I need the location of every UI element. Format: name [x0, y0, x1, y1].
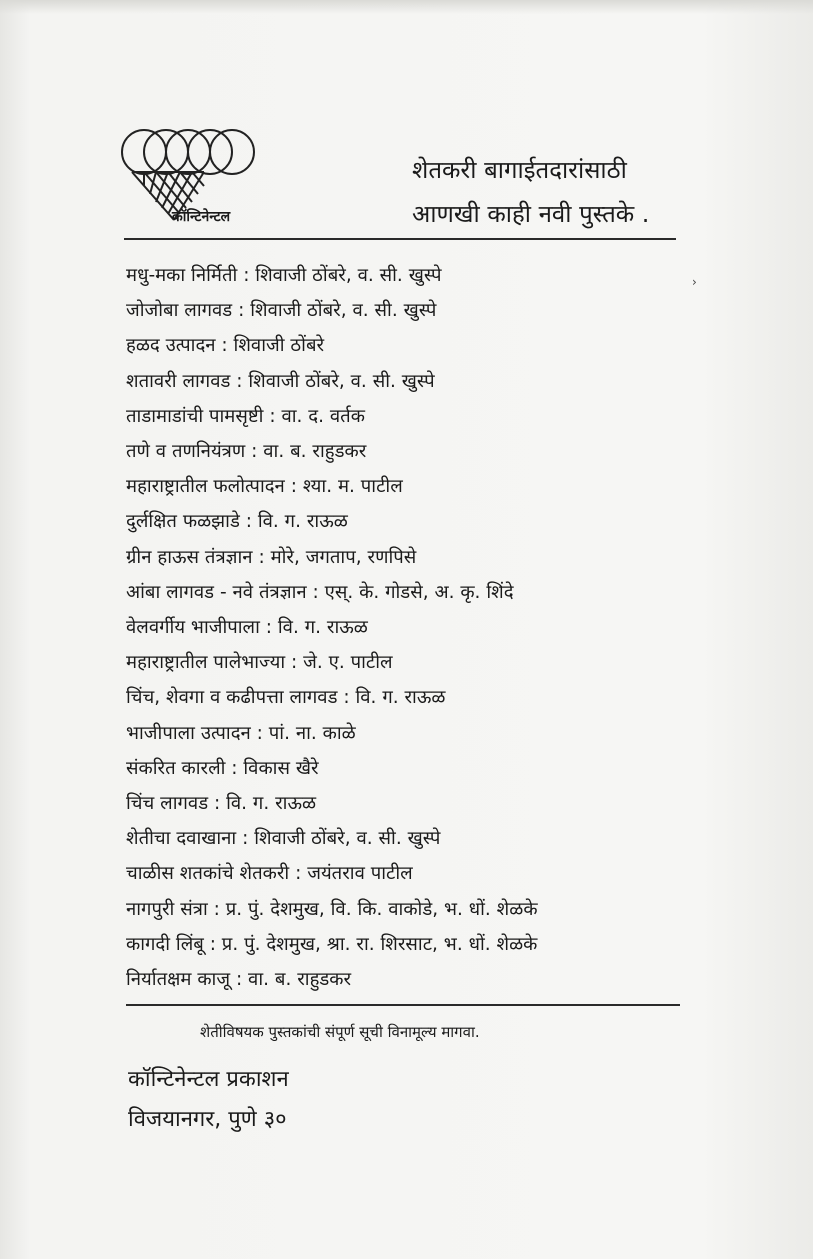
book-item: शेतीचा दवाखाना : शिवाजी ठोंबरे, व. सी. खुस्पे — [126, 828, 441, 850]
book-item: कागदी लिंबू : प्र. पुं. देशमुख, श्रा. रा. शिरसाट, भ. धों. शेळके — [126, 933, 538, 955]
book-item: ग्रीन हाऊस तंत्रज्ञान : मोरे, जगताप, रणपिसे — [126, 546, 417, 568]
divider-bottom — [126, 1004, 680, 1006]
book-item: निर्यातक्षम काजू : वा. ब. राहुडकर — [126, 969, 352, 991]
book-item: नागपुरी संत्रा : प्र. पुं. देशमुख, वि. कि. वाकोडे, भ. धों. शेळके — [126, 898, 538, 920]
book-item: ताडामाडांची पामसृष्टी : वा. द. वर्तक — [126, 405, 365, 427]
book-item: हळद उत्पादन : शिवाजी ठोंबरे — [126, 335, 325, 357]
logo-wordmark: कॉन्टिनेन्टल — [172, 209, 231, 225]
book-item: आंबा लागवड - नवे तंत्रज्ञान : एस्. के. गोडसे, अ. कृ. शिंदे — [126, 581, 514, 603]
book-item: चाळीस शतकांचे शेतकरी : जयंतराव पाटील — [126, 863, 413, 885]
book-item: चिंच लागवड : वि. ग. राऊळ — [126, 793, 317, 815]
book-item: दुर्लक्षित फळझाडे : वि. ग. राऊळ — [126, 511, 348, 533]
book-item: तणे व तणनियंत्रण : वा. ब. राहुडकर — [126, 441, 367, 463]
page-heading — [412, 148, 682, 236]
publisher-name: कॉन्टिनेन्टल प्रकाशन — [128, 1067, 289, 1092]
publisher-address: विजयानगर, पुणे ३० — [128, 1107, 287, 1132]
heading-line-2: आणखी काही नवी पुस्तके . — [412, 200, 650, 228]
heading-line-1: शेतकरी बागाईतदारांसाठी — [412, 156, 627, 184]
catalog-note: शेतीविषयक पुस्तकांची संपूर्ण सूची विनामूल्य मागवा. — [200, 1023, 480, 1041]
publisher-block — [128, 1060, 289, 1140]
book-item: संकरित कारली : विकास खैरे — [126, 757, 319, 779]
book-item: शतावरी लागवड : शिवाजी ठोंबरे, व. सी. खुस्पे — [126, 370, 435, 392]
book-item: महाराष्ट्रातील पालेभाज्या : जे. ए. पाटील — [126, 652, 393, 674]
book-item: मधु-मका निर्मिती : शिवाजी ठोंबरे, व. सी. खुस्पे — [126, 265, 442, 286]
divider-top — [124, 238, 676, 240]
page-edge-shadow — [0, 0, 813, 14]
book-item: जोजोबा लागवड : शिवाजी ठोंबरे, व. सी. खुस्पे — [126, 300, 437, 322]
book-list — [126, 258, 726, 997]
book-item: महाराष्ट्रातील फलोत्पादन : श्या. म. पाटील — [126, 476, 403, 498]
book-item: चिंच, शेवगा व कढीपत्ता लागवड : वि. ग. राऊळ — [126, 687, 446, 709]
book-item: वेलवर्गीय भाजीपाला : वि. ग. राऊळ — [126, 617, 368, 639]
stray-mark: › — [692, 275, 697, 289]
book-item: भाजीपाला उत्पादन : पां. ना. काळे — [126, 722, 356, 744]
